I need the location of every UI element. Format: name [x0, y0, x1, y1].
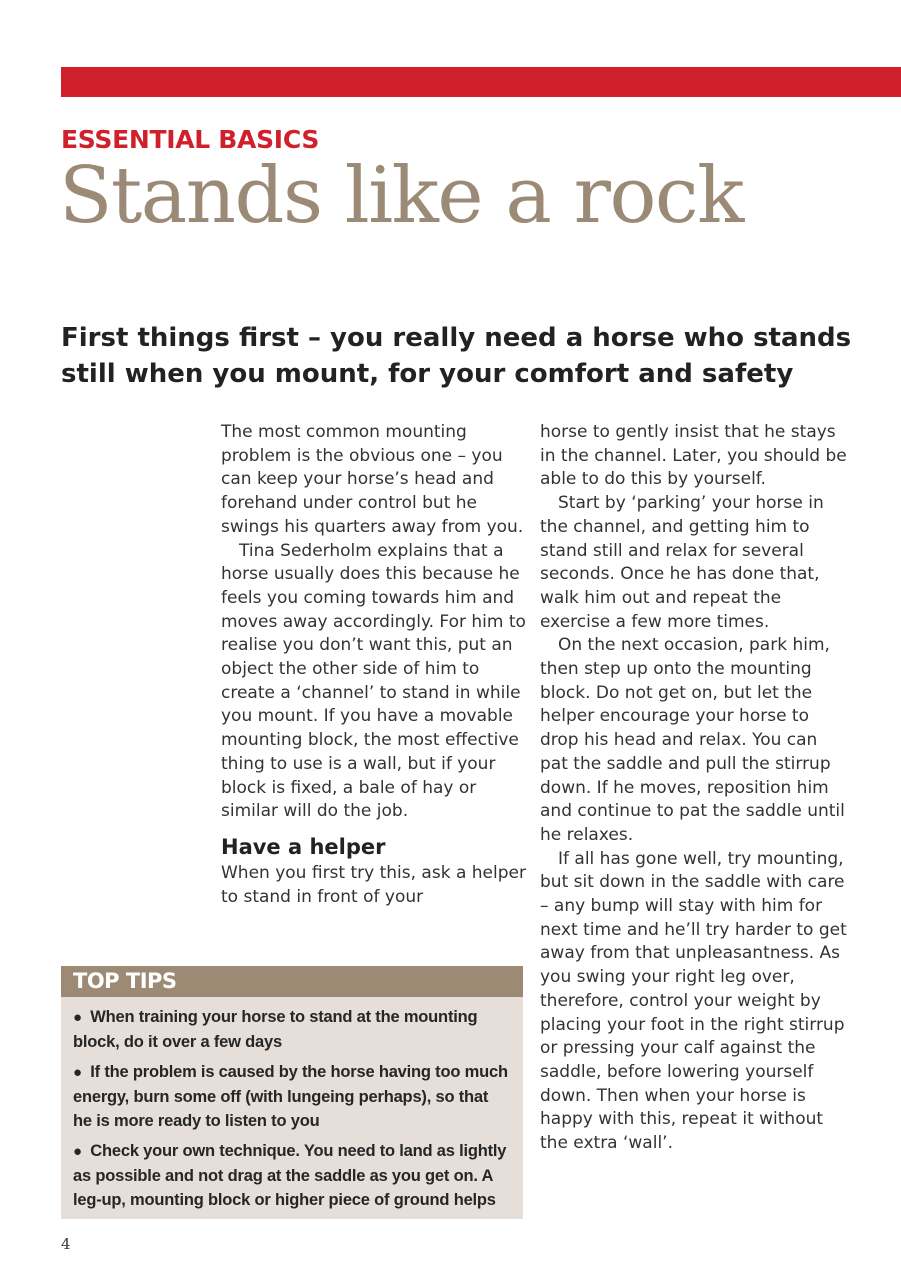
tip-text: If the problem is caused by the horse having too much energy, burn some off (with lungeing perhaps), so that he is more ready to listen to you: [73, 1063, 508, 1130]
article-column-1: [221, 421, 531, 909]
paragraph: horse to gently insist that he stays in the channel. Later, you should be able to do this by yourself.: [540, 422, 847, 490]
standfirst: First things first – you really need a horse who stands still when you mount, for your comfort and safety: [61, 323, 852, 389]
top-tips-list: [61, 997, 523, 1212]
tip-item: [73, 1139, 511, 1212]
bullet-icon: ●: [73, 1143, 82, 1160]
subheading: Have a helper: [221, 834, 386, 859]
paragraph: Tina Sederholm explains that a horse usually does this because he feels you coming towards him and moves away accordingly. For him to realise you don’t want this, put an object the other side of him to create a ‘channel’ to stand in while you mount. If you have a movable mounting block, the most effective thing to use is a wall, but if your block is fixed, a bale of hay or similar will do the job.: [221, 540, 526, 822]
article-column-2: [540, 421, 850, 1156]
paragraph: Start by ‘parking’ your horse in the channel, and getting him to stand still and relax for several seconds. Once he has done that, walk him out and repeat the exercise a few more times.: [540, 493, 824, 632]
header-accent-bar: [61, 67, 901, 97]
tip-text: Check your own technique. You need to land as lightly as possible and not drag at the saddle as you get on. A leg-up, mounting block or higher piece of ground helps: [73, 1142, 507, 1209]
paragraph: The most common mounting problem is the obvious one – you can keep your horse’s head and forehand under control but he swings his quarters away from you.: [221, 422, 524, 537]
article-title: Stands like a rock: [59, 151, 743, 241]
top-tips-heading: TOP TIPS: [61, 966, 523, 997]
bullet-icon: ●: [73, 1009, 82, 1026]
bullet-icon: ●: [73, 1064, 82, 1081]
tip-item: [73, 1005, 511, 1054]
section-label: ESSENTIAL BASICS: [61, 125, 320, 154]
tip-text: When training your horse to stand at the mounting block, do it over a few days: [73, 1008, 478, 1051]
tip-item: [73, 1060, 511, 1133]
page-number: 4: [61, 1235, 71, 1253]
top-tips-box: [61, 966, 523, 1219]
paragraph: On the next occasion, park him, then step up onto the mounting block. Do not get on, but let the helper encourage your horse to drop his head and relax. You can pat the saddle and pull the stirrup down. If he moves, reposition him and continue to pat the saddle until he relaxes.: [540, 635, 845, 845]
paragraph: When you first try this, ask a helper to stand in front of your: [221, 862, 526, 907]
paragraph: If all has gone well, try mounting, but sit down in the saddle with care – any bump will stay with him for next time and he’ll try harder to get away from that unpleasantness. As you swing your right leg over, therefore, control your weight by placing your foot in the right stirrup or pressing your calf against the saddle, before lowering yourself down. Then when your horse is happy with this, repeat it without the extra ‘wall’.: [540, 848, 847, 1154]
